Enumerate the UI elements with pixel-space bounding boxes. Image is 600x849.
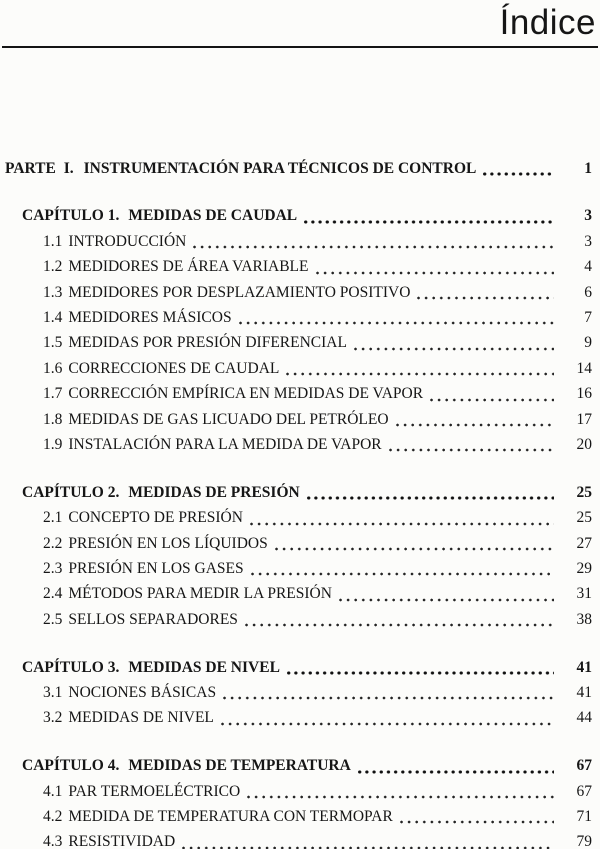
toc-entry (5, 330, 592, 355)
toc-entry-title: CONCEPTO DE PRESIÓN (68, 509, 243, 527)
dot-leader (245, 622, 554, 628)
toc-entry-number: 2.2 (43, 534, 63, 552)
toc-entry-number: 3.2 (43, 709, 63, 727)
toc-entry-number: CAPÍTULO 4. (22, 757, 120, 775)
toc-entry (5, 305, 592, 330)
toc-entry-title: CORRECCIÓN EMPÍRICA EN MEDIDAS DE VAPOR (68, 385, 424, 403)
toc-entry-page: 16 (576, 385, 592, 403)
toc-entry-title: MEDIDORES MÁSICOS (68, 308, 232, 326)
toc-entry (5, 356, 592, 381)
toc-entry-page: 6 (584, 283, 592, 301)
toc-entry-number: 2.3 (43, 559, 63, 577)
toc-entry-title: NOCIONES BÁSICAS (68, 683, 217, 701)
toc-entry (5, 655, 592, 680)
toc-entry-title: PRESIÓN EN LOS LÍQUIDOS (68, 534, 268, 552)
toc-entry-title: MEDIDA DE TEMPERATURA CON TERMOPAR (68, 808, 393, 825)
toc-entry-number: CAPÍTULO 1. (22, 207, 120, 225)
toc-entry-number: 1.3 (43, 283, 63, 301)
toc-entry-title: INTRODUCCIÓN (68, 232, 187, 250)
toc-entry-number: 3.1 (43, 683, 63, 701)
toc-entry-page: 9 (584, 334, 592, 352)
toc-entry (5, 804, 592, 829)
toc-entry-page: 25 (576, 483, 592, 501)
toc-entry-title: MEDIDAS DE NIVEL (128, 658, 280, 676)
toc-entry (5, 156, 592, 181)
toc-entry-page: 27 (576, 534, 592, 552)
toc-entry-title: CORRECCIONES DE CAUDAL (68, 359, 280, 377)
toc-entry-page: 20 (576, 435, 592, 453)
toc-entry (5, 480, 592, 505)
toc-entry-title: MEDIDAS DE PRESIÓN (128, 483, 300, 501)
page-title: Índice (499, 3, 596, 42)
toc-entry-number: 1.7 (43, 385, 63, 403)
toc-entry-title: PAR TERMOELÉCTRICO (68, 782, 241, 800)
dot-leader (354, 346, 554, 352)
toc-entry-page: 7 (584, 308, 592, 326)
dot-leader (247, 794, 554, 800)
toc-entry (5, 505, 592, 530)
toc-entry-page: 29 (576, 559, 592, 577)
toc-entry-number: 1.6 (43, 359, 63, 377)
toc-entry (5, 779, 592, 804)
toc-entry (5, 581, 592, 606)
toc-entry (5, 829, 592, 849)
toc-entry (5, 280, 592, 305)
dot-leader (389, 447, 554, 453)
toc-entry-number: 2.1 (43, 509, 63, 527)
dot-leader (287, 670, 554, 676)
toc-entry-number: 1.5 (43, 334, 63, 352)
dot-leader (221, 721, 554, 727)
toc-entry (5, 381, 592, 406)
toc-entry-page: 31 (576, 585, 592, 603)
toc-entry-page: 4 (584, 258, 592, 276)
toc-entry-title: MEDIDAS DE GAS LICUADO DEL PETRÓLEO (68, 410, 389, 428)
toc-entry-title: INSTALACIÓN PARA LA MEDIDA DE VAPOR (68, 435, 382, 453)
toc-entry (5, 680, 592, 705)
toc-entry-page: 71 (576, 808, 592, 825)
dot-leader (286, 371, 554, 377)
dot-leader (275, 546, 554, 552)
dot-leader (304, 219, 554, 225)
dot-leader (430, 397, 554, 403)
toc-entry-title: MEDIDAS DE CAUDAL (128, 207, 298, 225)
toc-entry-number: PARTE I. (5, 159, 74, 177)
toc-entry-page: 67 (576, 782, 592, 800)
toc-entry-number: 1.8 (43, 410, 63, 428)
dot-leader (193, 244, 554, 250)
toc-entry-number: 1.4 (43, 308, 63, 326)
toc-entry-page: 38 (576, 610, 592, 628)
toc-entry (5, 407, 592, 432)
toc-entry-title: SELLOS SEPARADORES (68, 610, 238, 628)
toc-entry-page: 67 (576, 757, 592, 775)
toc-entry-page: 25 (576, 509, 592, 527)
toc-entry (5, 753, 592, 778)
toc-entry-title: MEDIDORES DE ÁREA VARIABLE (68, 258, 309, 276)
toc-entry-page: 14 (576, 359, 592, 377)
toc-entry-page: 41 (576, 683, 592, 701)
toc-entry-number: 4.2 (43, 808, 63, 825)
toc-entry-title: MEDIDAS POR PRESIÓN DIFERENCIAL (68, 334, 347, 352)
page-header (0, 0, 600, 48)
dot-leader (251, 571, 554, 577)
toc-entry (5, 203, 592, 228)
toc-entry (5, 556, 592, 581)
toc-entry-page: 41 (576, 658, 592, 676)
dot-leader (396, 422, 554, 428)
toc-entry-page: 79 (576, 833, 592, 849)
toc-entry-title: MEDIDAS DE TEMPERATURA (128, 757, 351, 775)
toc-entry (5, 254, 592, 279)
header-rule (2, 46, 598, 48)
dot-leader (250, 521, 554, 527)
dot-leader (483, 171, 554, 177)
dot-leader (223, 695, 554, 701)
toc-entry-number: 2.4 (43, 585, 63, 603)
dot-leader (307, 495, 554, 501)
dot-leader (417, 295, 554, 301)
dot-leader (358, 769, 554, 775)
toc-entry-page: 3 (584, 232, 592, 250)
toc-entry-number: CAPÍTULO 3. (22, 658, 120, 676)
toc-entry-title: MEDIDAS DE NIVEL (68, 709, 214, 727)
toc-entry (5, 531, 592, 556)
toc-entry (5, 607, 592, 632)
toc-entry-title: PRESIÓN EN LOS GASES (68, 559, 244, 577)
toc-entry-title: INSTRUMENTACIÓN PARA TÉCNICOS DE CONTROL (83, 159, 477, 177)
toc-entry-page: 3 (584, 207, 592, 225)
dot-leader (182, 845, 554, 849)
toc-entry-page: 17 (576, 410, 592, 428)
toc-entry-number: CAPÍTULO 2. (22, 483, 120, 501)
dot-leader (339, 597, 554, 603)
toc-entry-number: 4.3 (43, 833, 63, 849)
toc-entry-number: 4.1 (43, 782, 63, 800)
toc-entry-number: 1.1 (43, 232, 63, 250)
toc-entry-title: RESISTIVIDAD (68, 833, 176, 849)
toc-entry-page: 44 (576, 709, 592, 727)
toc-entry (5, 705, 592, 730)
toc-entry-number: 1.9 (43, 435, 63, 453)
toc-entry-title: MÉTODOS PARA MEDIR LA PRESIÓN (68, 585, 332, 603)
toc-entry (5, 229, 592, 254)
dot-leader (316, 270, 555, 276)
toc-entry-number: 1.2 (43, 258, 63, 276)
toc-entry (5, 432, 592, 457)
toc-entry-number: 2.5 (43, 610, 63, 628)
toc-list (0, 156, 600, 849)
toc-entry-page: 1 (584, 159, 592, 177)
dot-leader (239, 320, 554, 326)
toc-entry-title: MEDIDORES POR DESPLAZAMIENTO POSITIVO (68, 283, 411, 301)
dot-leader (400, 819, 554, 825)
